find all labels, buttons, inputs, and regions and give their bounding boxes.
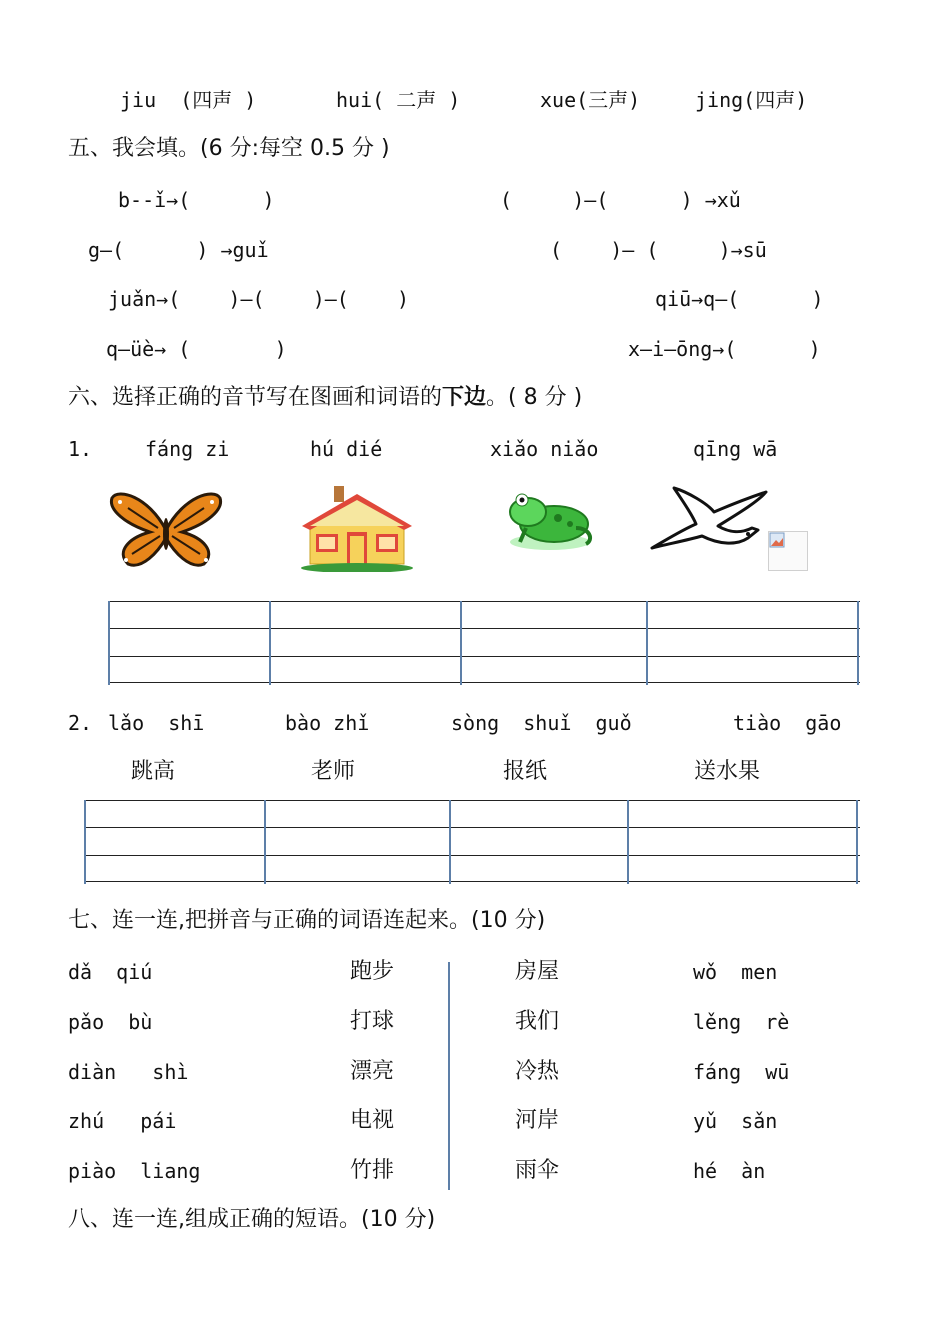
match-right-pinyin-4: yǔ sǎn <box>693 1109 778 1133</box>
fill-row-2-right: ( )— ( )→sū <box>550 238 767 262</box>
tone-item-jing: jing(四声) <box>695 88 808 112</box>
q2-pinyin-4: tiào gāo <box>733 711 842 735</box>
match-left-pinyin-3: diàn shì <box>68 1060 189 1084</box>
section-7-title: 七、连一连,把拼音与正确的词语连起来。(10 分) <box>68 908 546 933</box>
grid1-cell-divider <box>269 601 271 685</box>
house-picture <box>300 482 414 572</box>
fill-row-1-left: b--ǐ→( ) <box>118 188 275 212</box>
match-left-word-4: 电视 <box>350 1108 395 1133</box>
bird-picture <box>648 486 770 556</box>
match-right-pinyin-3: fáng wū <box>693 1060 790 1084</box>
broken-image-icon <box>769 532 785 548</box>
match-left-word-1: 跑步 <box>350 959 395 984</box>
tone-item-xue: xue(三声) <box>540 88 641 112</box>
q2-word-4: 送水果 <box>694 759 761 784</box>
match-right-pinyin-2: lěng rè <box>693 1010 790 1034</box>
fill-row-2-left: g—( ) →guǐ <box>88 238 269 262</box>
fill-row-3-left: juǎn→( )—( )—( ) <box>108 287 410 311</box>
q1-pinyin-2: hú dié <box>310 437 383 461</box>
q1-pinyin-3: xiǎo niǎo <box>490 437 599 461</box>
fill-row-4-left: q—üè→ ( ) <box>106 337 287 361</box>
question-1-number: 1. <box>68 437 93 461</box>
tone-item-jiu: jiu (四声 ) <box>120 88 257 112</box>
grid2-cell-divider <box>264 800 266 884</box>
grid2-cell-divider <box>856 800 858 884</box>
match-right-word-4: 河岸 <box>515 1108 560 1133</box>
grid2-cell-divider <box>84 800 86 884</box>
section-5-title: 五、我会填。(6 分:每空 0.5 分 ) <box>68 136 390 161</box>
q2-pinyin-1: lǎo shī <box>108 711 205 735</box>
match-left-pinyin-4: zhú pái <box>68 1109 177 1133</box>
question-2-number: 2. <box>68 711 93 735</box>
match-left-word-3: 漂亮 <box>350 1059 395 1084</box>
grid1-cell-divider <box>646 601 648 685</box>
match-right-word-3: 冷热 <box>515 1059 560 1084</box>
match-left-pinyin-1: dǎ qiú <box>68 960 153 984</box>
grid1-cell-divider <box>460 601 462 685</box>
fill-row-3-right: qiū→q—( ) <box>655 287 824 311</box>
match-left-pinyin-2: pǎo bù <box>68 1010 153 1034</box>
butterfly-picture <box>108 488 224 570</box>
q2-word-2: 老师 <box>311 759 356 784</box>
q1-pinyin-4: qīng wā <box>693 437 778 461</box>
q2-word-1: 跳高 <box>131 759 176 784</box>
match-right-pinyin-5: hé àn <box>693 1159 766 1183</box>
q1-pinyin-1: fáng zi <box>145 437 230 461</box>
section-6-title: 六、选择正确的音节写在图画和词语的下边。( 8 分 ) <box>68 385 583 410</box>
fill-row-4-right: x—i—ōng→( ) <box>628 337 821 361</box>
q2-word-3: 报纸 <box>503 759 548 784</box>
match-column-divider <box>448 962 450 1190</box>
match-left-word-5: 竹排 <box>350 1158 395 1183</box>
q2-pinyin-2: bào zhǐ <box>285 711 370 735</box>
match-right-pinyin-1: wǒ men <box>693 960 778 984</box>
grid2-cell-divider <box>449 800 451 884</box>
q2-pinyin-3: sòng shuǐ guǒ <box>451 711 632 735</box>
grid2-cell-divider <box>627 800 629 884</box>
match-left-word-2: 打球 <box>350 1009 395 1034</box>
grid1-cell-divider <box>857 601 859 685</box>
tone-item-hui: hui( 二声 ) <box>336 88 461 112</box>
broken-image-placeholder <box>768 531 808 571</box>
match-left-pinyin-5: piào liang <box>68 1159 201 1183</box>
frog-picture <box>500 484 600 554</box>
match-right-word-1: 房屋 <box>515 959 560 984</box>
match-right-word-2: 我们 <box>515 1009 560 1034</box>
grid1-cell-divider <box>108 601 110 685</box>
match-right-word-5: 雨伞 <box>515 1158 560 1183</box>
section-8-title: 八、连一连,组成正确的短语。(10 分) <box>68 1207 436 1232</box>
fill-row-1-right: ( )—( ) →xǔ <box>500 188 741 212</box>
